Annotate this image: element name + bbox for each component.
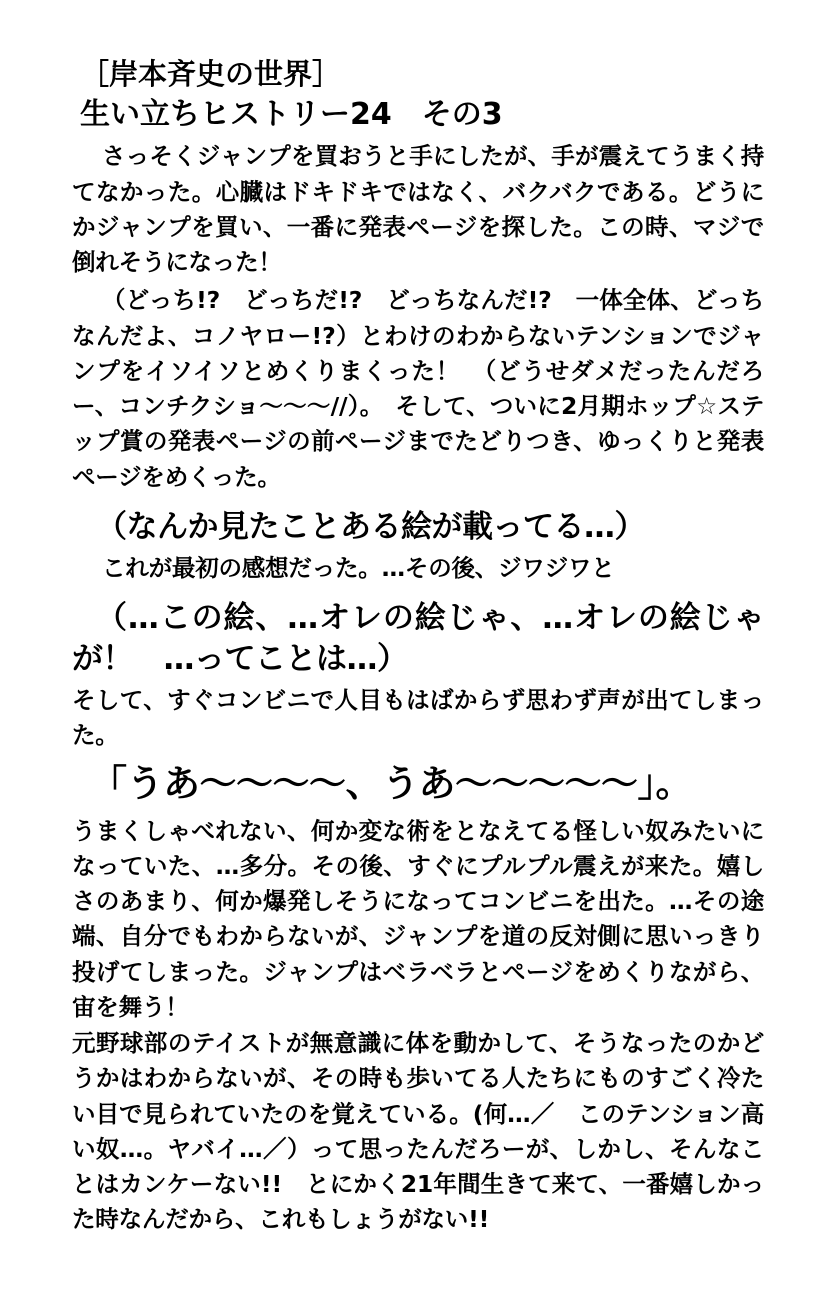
paragraph-8: うまくしゃべれない、何か変な術をとなえてる怪しい奴みたいになっていた、…多分。その後、すぐにプルプル震えが来た。嬉しさのあまり、何か爆発しそうになってコンビニを出た。…その途端、自分でもわからないが、ジャンプを道の反対側に思いっきり投げてしまった。ジャンプはベラベラとページをめくりながら、宙を舞う！ [72,816,764,1021]
paragraph-spacer [72,587,764,591]
paragraph-9: 元野球部のテイストが無意識に体を動かして、そうなったのかどうかはわからないが、その時も歩いてる人たちにものすごく冷たい目で見られていたのを覚えている。(何…／ このテンション高い奴…。ヤバイ…／）って思ったんだろーが、しかし、そんなことはカンケーない!! とにかく21年間生きて来て、一番嬉しかった時なんだから、これもしょうがない!! [72,1029,764,1234]
paragraph-4: これが最初の感想だった。…その後、ジワジワと [102,554,615,583]
paragraph-spacer [72,496,764,500]
paragraph-7-shout: 「うあ〜〜〜〜、うあ〜〜〜〜〜」。 [90,762,692,806]
paragraph-3-emphasis: （なんか見たことある絵が載ってる…） [96,508,645,545]
paragraph-2: （どっち!? どっちだ!? どっちなんだ!? 一体全体、どっちなんだよ、コノヤロー!?）とわけのわからないテンションでジャンプをイソイソとめくりまくった！ （どうせダメだったんだろー、コンチクショ〜〜〜//）。 そして、ついに2月期ホップ☆ステップ賞の発表ページの前ページまでたどりつき、ゆっくりと発表ページをめくった。 [72,286,764,491]
page-subtitle: 生い立ちヒストリー24 その3 [80,97,503,133]
paragraph-5-emphasis: （…この絵、…オレの絵じゃ、…オレの絵じゃが！ …ってことは…） [72,600,764,677]
article-body [72,139,764,1237]
paragraph-6: そして、すぐコンビニで人目もはばからず思わず声が出てしまった。 [72,685,764,750]
page-header-title: ［岸本斉史の世界］ [80,57,342,91]
paragraph-1: さっそくジャンプを買おうと手にしたが、手が震えてうまく持てなかった。心臓はドキドキではなく、バクバクである。どうにかジャンプを買い、一番に発表ページを探した。この時、マジで倒れそうになった！ [72,142,764,277]
